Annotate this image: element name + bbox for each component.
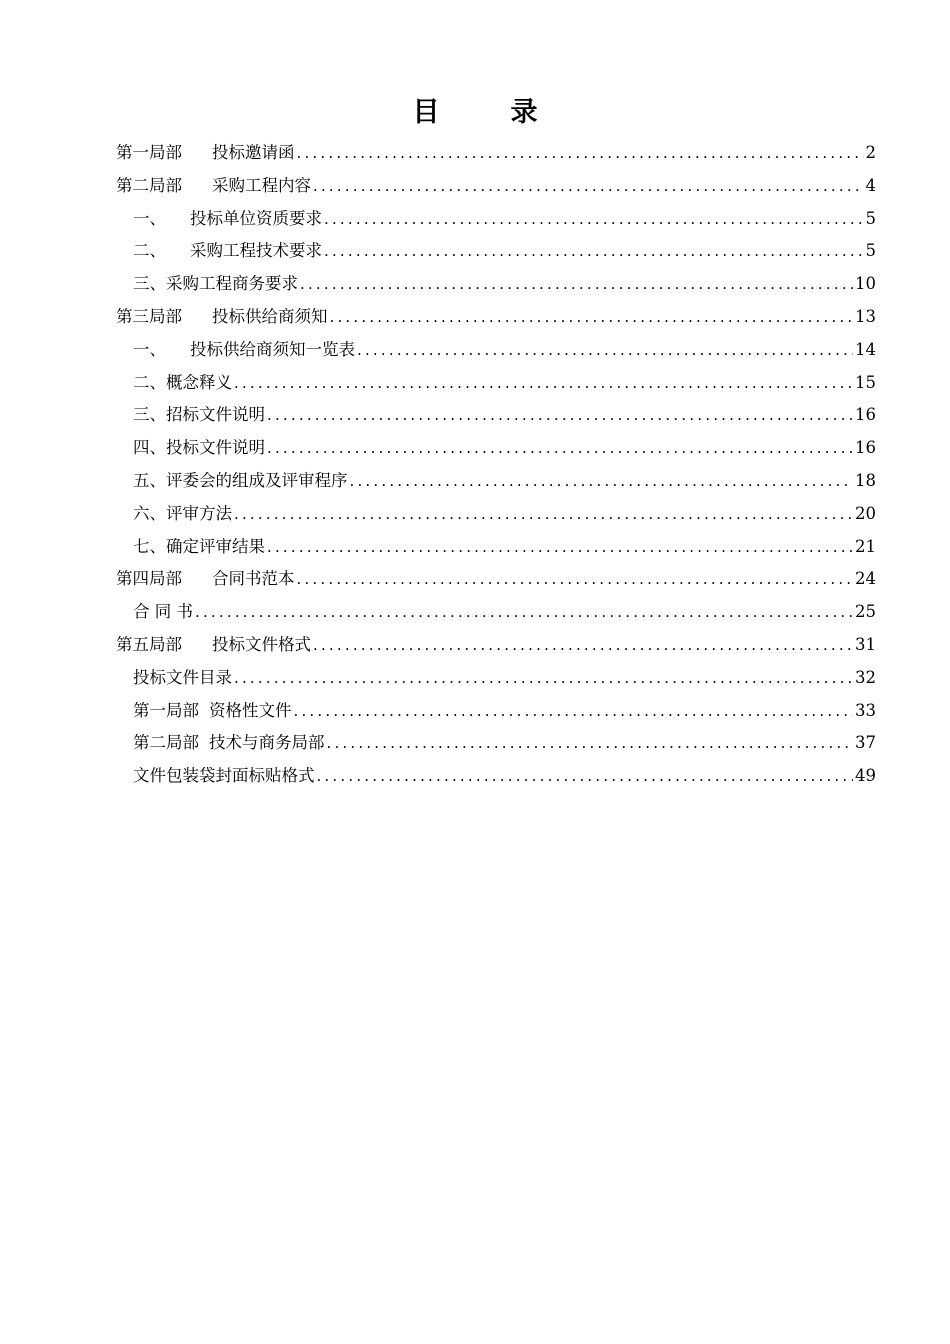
toc-leader-dots (313, 170, 864, 203)
toc-entry-text: 投标文件目录 (133, 667, 232, 687)
toc-entry-text: 投标供给商须知一览表 (190, 339, 355, 359)
toc-entry-text: 采购工程技术要求 (190, 241, 322, 261)
toc-entry-text: 三、招标文件说明 (133, 405, 265, 425)
toc-entry[interactable] (116, 596, 876, 629)
toc-entry-label (133, 334, 355, 367)
toc-entry-prefix: 第二局部 (133, 733, 199, 753)
toc-entry-label (116, 170, 311, 203)
toc-entry-prefix: 第三局部 (116, 306, 182, 326)
toc-entry-prefix: 第一局部 (116, 143, 182, 162)
toc-entry-label (133, 498, 232, 531)
toc-leader-dots (313, 629, 853, 662)
toc-entry-label (133, 465, 348, 498)
toc-leader-dots (234, 662, 853, 695)
toc-entry[interactable] (116, 399, 876, 432)
toc-leader-dots (195, 596, 853, 629)
toc-entry-prefix: 一、 (133, 208, 166, 228)
toc-entry-text: 合同书范本 (212, 569, 295, 589)
toc-leader-dots (234, 367, 853, 400)
toc-entry[interactable] (116, 367, 876, 400)
toc-entry-label (133, 531, 265, 564)
toc-entry-text: 合 同 书 (133, 602, 193, 622)
toc-entry-label (116, 301, 328, 334)
toc-entry[interactable] (116, 301, 876, 334)
toc-leader-dots (267, 531, 853, 564)
toc-page-number: 32 (855, 667, 876, 687)
toc-entry-text: 七、确定评审结果 (133, 536, 265, 556)
toc-leader-dots (294, 695, 854, 728)
toc-entry-prefix: 第一局部 (133, 700, 199, 720)
toc-entry-label (133, 727, 325, 760)
toc-page-number: 33 (855, 700, 876, 720)
toc-entry-prefix: 第二局部 (116, 175, 182, 195)
toc-page-number: 20 (855, 503, 876, 523)
toc-page-number: 25 (855, 602, 876, 622)
toc-entry[interactable] (116, 629, 876, 662)
toc-entry-label (133, 399, 265, 432)
toc-page-number: 49 (855, 766, 876, 786)
toc-entry-text: 五、评委会的组成及评审程序 (133, 470, 348, 490)
toc-entry[interactable] (116, 235, 876, 268)
toc-entry[interactable] (116, 563, 876, 596)
toc-entry-text: 投标文件格式 (212, 634, 311, 654)
toc-entry-text: 采购工程内容 (212, 175, 311, 195)
toc-entry-label (133, 596, 193, 629)
toc-entry-text: 文件包装袋封面标贴格式 (133, 766, 315, 786)
toc-leader-dots (324, 235, 864, 268)
toc-entry-text: 资格性文件 (209, 700, 292, 720)
toc-entry-label (133, 695, 292, 728)
toc-entry-prefix: 第五局部 (116, 634, 182, 654)
table-of-contents (116, 137, 876, 793)
toc-leader-dots (234, 498, 853, 531)
toc-leader-dots (330, 301, 854, 334)
toc-leader-dots (324, 203, 864, 236)
toc-entry[interactable] (116, 498, 876, 531)
toc-entry-text: 三、采购工程商务要求 (133, 274, 298, 294)
toc-entry[interactable] (116, 170, 876, 203)
toc-entry[interactable] (116, 203, 876, 236)
toc-page-number: 24 (855, 569, 876, 589)
toc-leader-dots (327, 727, 854, 760)
toc-leader-dots (300, 268, 853, 301)
toc-page-number: 21 (855, 536, 876, 556)
toc-page-number: 15 (855, 372, 876, 392)
toc-entry[interactable] (116, 727, 876, 760)
toc-entry[interactable] (116, 760, 876, 793)
toc-entry-prefix: 一、 (133, 339, 166, 359)
toc-leader-dots (357, 334, 853, 367)
toc-entry-text: 四、投标文件说明 (133, 438, 265, 458)
toc-entry-text: 二、概念释义 (133, 372, 232, 392)
toc-leader-dots (297, 563, 854, 596)
toc-page-number: 5 (865, 208, 876, 228)
toc-page-number: 16 (855, 405, 876, 425)
toc-page-number: 4 (865, 175, 876, 195)
toc-entry-text: 投标单位资质要求 (190, 208, 322, 228)
toc-leader-dots (267, 399, 853, 432)
toc-entry-text: 投标供给商须知 (212, 306, 328, 326)
toc-entry-label (133, 235, 322, 268)
toc-title: 目 录 (412, 97, 560, 128)
toc-page-number: 5 (865, 241, 876, 261)
toc-entry-label (116, 137, 295, 170)
toc-leader-dots (350, 465, 854, 498)
toc-entry[interactable] (116, 465, 876, 498)
toc-entry-label (133, 268, 298, 301)
toc-entry[interactable] (116, 531, 876, 564)
toc-leader-dots (267, 432, 853, 465)
toc-page-number: 13 (855, 306, 876, 326)
toc-page-number: 10 (855, 274, 876, 294)
toc-entry[interactable] (116, 334, 876, 367)
toc-page-number: 2 (865, 143, 876, 162)
toc-page-number: 37 (855, 733, 876, 753)
toc-page-number: 18 (855, 470, 876, 490)
toc-entry-text: 投标邀请函 (212, 143, 295, 162)
toc-entry-label (116, 629, 311, 662)
toc-entry[interactable] (116, 268, 876, 301)
toc-entry[interactable] (116, 695, 876, 728)
toc-entry-label (133, 662, 232, 695)
toc-entry-prefix: 二、 (133, 241, 166, 261)
toc-entry-prefix: 第四局部 (116, 569, 182, 589)
toc-entry-label (133, 432, 265, 465)
toc-entry-label (133, 203, 322, 236)
toc-entry[interactable] (116, 137, 876, 170)
toc-entry-label (116, 563, 295, 596)
toc-page-number: 16 (855, 438, 876, 458)
toc-page-number: 31 (855, 634, 876, 654)
toc-entry-label (133, 760, 315, 793)
toc-entry[interactable] (116, 432, 876, 465)
toc-page-number: 14 (855, 339, 876, 359)
toc-leader-dots (317, 760, 854, 793)
toc-leader-dots (297, 137, 864, 170)
toc-entry-text: 六、评审方法 (133, 503, 232, 523)
toc-entry[interactable] (116, 662, 876, 695)
toc-entry-label (133, 367, 232, 400)
toc-entry-text: 技术与商务局部 (209, 733, 325, 753)
